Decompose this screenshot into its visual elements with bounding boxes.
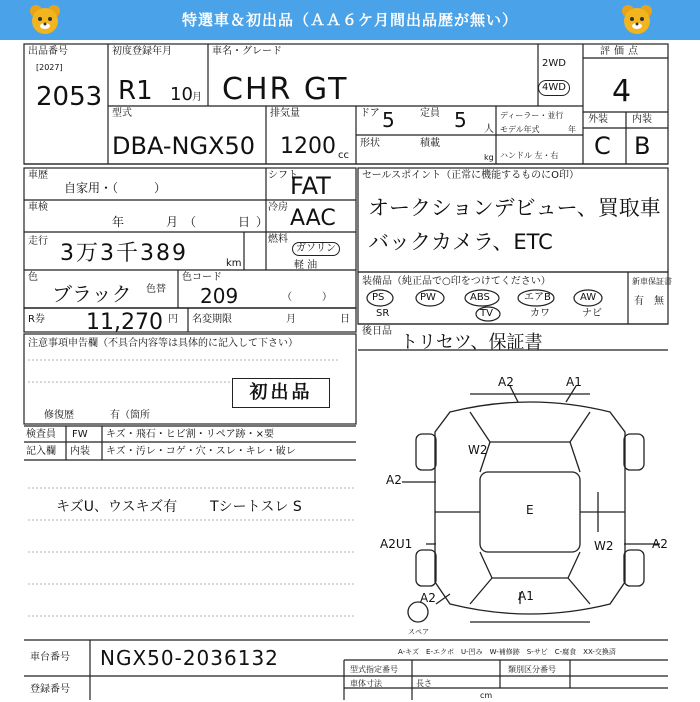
recycle-value: 11,270: [86, 310, 163, 335]
spare-label: スペア: [408, 628, 429, 636]
car-damage-diagram: [380, 372, 680, 642]
year-unit: 年: [568, 125, 576, 134]
lot-small: [2027]: [36, 63, 63, 72]
chassis-value: NGX50-2036132: [100, 646, 279, 670]
notes-label: 注意事項申告欄（不具合内容等は具体的に記入して下さい）: [28, 338, 298, 349]
damage-label: A2: [420, 591, 436, 605]
model-year-label: モデル年式: [500, 125, 540, 134]
cm-unit: cm: [480, 691, 493, 700]
equipment-circles: [366, 286, 616, 322]
damage-label: A1: [566, 375, 582, 389]
banner-title: 特選車＆初出品（ＡＡ６ケ月間出品歴が無い）: [181, 11, 518, 29]
ac-value: AAC: [290, 206, 336, 231]
damage-label: A2: [498, 375, 514, 389]
fuel-value: ガソリン: [292, 242, 340, 256]
length-label: 長さ: [416, 679, 432, 688]
name-change-month: 月: [286, 314, 296, 325]
rating-label: 評価点: [600, 46, 642, 57]
car-name-value: CHR GT: [222, 72, 349, 107]
ac-label: 冷房: [268, 202, 288, 213]
entry-label: 記入欄: [26, 446, 56, 457]
fw-label: FW: [72, 429, 88, 440]
sales-point-label: セールスポイント（正常に機能するものにO印）: [362, 170, 579, 181]
equip-aw: AW: [580, 292, 597, 303]
warranty-label: 新車保証書: [632, 277, 672, 286]
equip-sr: SR: [376, 308, 390, 319]
inspection-label: 車検: [28, 202, 48, 213]
repair-label: 修復歴: [44, 410, 74, 421]
registration-label: 登録番号: [30, 684, 70, 695]
equip-leather: カワ: [530, 308, 550, 319]
first-listing-stamp: 初出品: [232, 378, 330, 408]
mileage-label: 走行: [28, 236, 48, 247]
drive-4wd: 4WD: [538, 80, 570, 96]
fw-items: キズ・飛石・ヒビ割・リペア跡・×要: [106, 429, 274, 440]
model-value: DBA-NGX50: [112, 132, 256, 160]
month-unit: 月: [192, 92, 202, 103]
dealer-label: ディーラー・並行: [500, 111, 564, 120]
first-reg-label: 初度登録年月: [112, 46, 172, 57]
body-size-label: 車体寸法: [350, 679, 382, 688]
load-label: 積載: [420, 138, 440, 149]
name-change-day: 日: [340, 314, 350, 325]
lot-number: 2053: [36, 82, 103, 112]
equip-airbag: エアB: [524, 292, 551, 303]
mileage-value: 3万3千389: [60, 241, 188, 266]
repair-value: 有（箇所: [110, 410, 150, 421]
usage-label: 車歴: [28, 170, 48, 181]
aftermarket-label: 後日品: [362, 326, 392, 337]
doors-value: 5: [382, 108, 395, 132]
shift-label: シフト: [268, 170, 298, 181]
handle-label: ハンドル 左・右: [500, 151, 559, 160]
color-code-value: 209: [200, 284, 239, 308]
damage-label: A1: [518, 589, 534, 603]
warranty-yes: 有: [634, 296, 644, 307]
sales-point-line2: バックカメラ、ETC: [368, 230, 553, 254]
fuel-diesel: 軽 油: [294, 260, 318, 271]
warranty-no: 無: [654, 296, 664, 307]
exterior-label: 外装: [588, 114, 608, 125]
damage-label: A2U1: [380, 537, 413, 551]
equip-abs: ABS: [470, 292, 490, 303]
inspection-note-1: キズU、ウスキズ有: [56, 499, 178, 515]
inspection-note-2: Tシートスレ S: [210, 499, 302, 515]
car-name-label: 車名・グレード: [212, 46, 282, 57]
fuel-label: 燃料: [268, 234, 288, 245]
interior-value: B: [634, 132, 651, 160]
first-reg-month: 10: [170, 84, 193, 105]
cc-unit: cc: [338, 150, 349, 161]
equip-pw: PW: [420, 292, 436, 303]
exterior-value: C: [594, 132, 611, 160]
color-code-label: 色コード: [182, 272, 222, 283]
usage-value: 自家用・（ ）: [64, 181, 167, 195]
equip-ps: PS: [372, 292, 385, 303]
damage-label: W2: [594, 539, 614, 553]
drive-2wd: 2WD: [542, 58, 566, 69]
inspection-value: 年 月（ 日）: [112, 215, 275, 229]
chassis-label: 車台番号: [30, 652, 70, 663]
yen-unit: 円: [168, 314, 178, 325]
lot-label: 出品番号: [28, 46, 68, 57]
damage-label: A2: [386, 473, 402, 487]
aftermarket-value: トリセツ、保証書: [400, 332, 543, 353]
type-cert-label: 型式指定番号: [350, 665, 398, 674]
shape-label: 形状: [360, 138, 380, 149]
person-unit: 人: [484, 124, 494, 135]
equip-navi: ナビ: [582, 308, 602, 319]
damage-label: E: [526, 503, 534, 517]
doors-label: ドア: [360, 108, 380, 119]
model-label: 型式: [112, 108, 132, 119]
interior-label: 内装: [632, 114, 652, 125]
sales-point-line1: オークションデビュー、買取車: [368, 196, 661, 220]
kg-unit: kg: [484, 153, 494, 162]
recycle-label: R券: [28, 314, 45, 325]
inspector-label: 検査員: [26, 429, 56, 440]
name-change-label: 名変期限: [192, 314, 232, 325]
color-label: 色: [28, 272, 38, 283]
displacement-value: 1200: [280, 134, 336, 159]
class-label: 類別区分番号: [508, 665, 556, 674]
interior-insp-items: キズ・汚レ・コゲ・穴・スレ・キレ・破レ: [106, 446, 296, 457]
interior-insp-label: 内装: [70, 446, 90, 457]
equip-tv: TV: [480, 308, 493, 319]
equipment-label: 装備品（純正品で○印をつけてください）: [362, 276, 551, 287]
damage-label: A2: [652, 537, 668, 551]
rating-value: 4: [612, 74, 632, 109]
damage-legend: A-キズ E-エクボ U-凹み W-補修跡 S-サビ C-腐食 XX-交換済: [398, 648, 616, 656]
capacity-value: 5: [454, 108, 467, 132]
color-value: ブラック: [52, 282, 132, 306]
damage-label: W2: [468, 443, 488, 457]
color-change-label: 色替: [146, 284, 166, 295]
first-reg-value: R1: [118, 76, 153, 106]
km-unit: km: [226, 258, 242, 269]
shift-value: FAT: [290, 172, 331, 200]
displacement-label: 排気量: [270, 108, 300, 119]
fuel-other: （ ）: [282, 292, 332, 303]
capacity-label: 定員: [420, 108, 440, 119]
